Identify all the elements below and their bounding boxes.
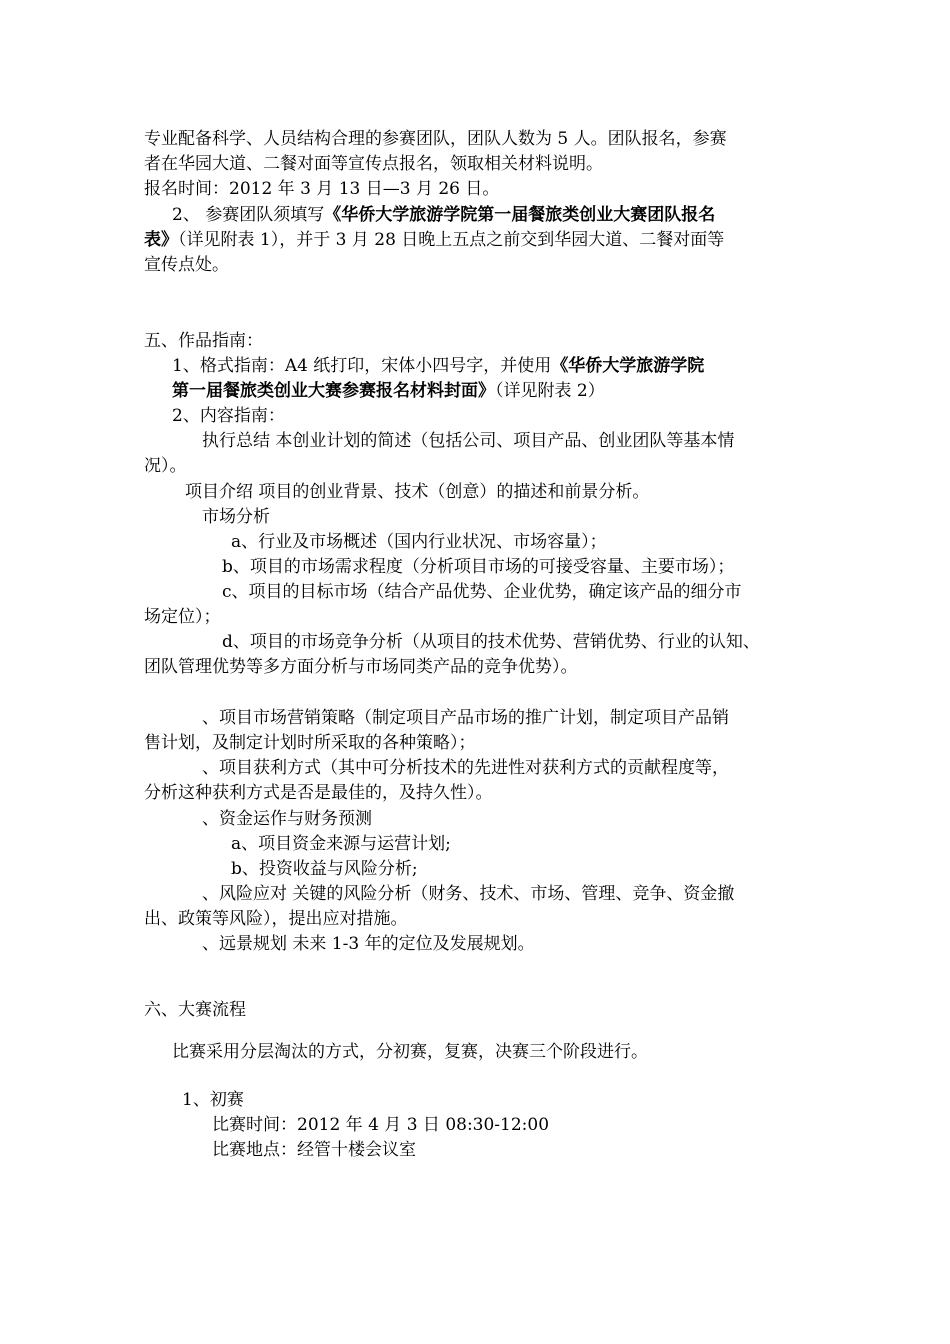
market-item-d-line-2: 团队管理优势等多方面分析与市场同类产品的竞争优势）。 xyxy=(144,657,578,677)
preliminary-round-time: 比赛时间：2012 年 4 月 3 日 08:30-12:00 xyxy=(212,1115,550,1135)
registration-item-2-line-2 xyxy=(144,228,724,253)
market-item-c-line-2: 场定位）； xyxy=(144,607,221,627)
finance-item-a: a、项目资金来源与运营计划; xyxy=(231,834,451,854)
cover-title-part-1: 《华侨大学旅游学院 xyxy=(551,356,705,376)
finance-item-b: b、投资收益与风险分析; xyxy=(231,859,418,879)
format-guide-line-1 xyxy=(172,354,704,379)
cover-title-part-2: 第一届餐旅类创业大赛参赛报名材料封面》 xyxy=(172,381,495,401)
market-analysis-heading: 市场分析 xyxy=(202,507,270,527)
format-guide-rest: （详见附表 2） xyxy=(495,381,605,401)
executive-summary-line-1: 执行总结 本创业计划的简述（包括公司、项目产品、创业团队等基本情 xyxy=(202,431,735,451)
vision-plan: 、远景规划 未来 1-3 年的定位及发展规划。 xyxy=(202,934,535,954)
profit-model-line-2: 分析这种获利方式是否是最佳的，及持久性）。 xyxy=(144,783,493,803)
registration-form-title-part-1: 《华侨大学旅游学院第一届餐旅类创业大赛团队报名 xyxy=(324,205,716,225)
preliminary-round-location: 比赛地点：经管十楼会议室 xyxy=(212,1140,416,1160)
finance-heading: 、资金运作与财务预测 xyxy=(202,809,372,829)
executive-summary-line-2: 况）。 xyxy=(144,456,187,476)
registration-item-2-prefix: 2、 参赛团队须填写 xyxy=(172,205,325,225)
market-item-b: b、项目的市场需求程度（分析项目市场的可接受容量、主要市场）； xyxy=(222,557,735,577)
registration-form-title-part-2: 表》 xyxy=(144,230,178,250)
marketing-strategy-line-1: 、项目市场营销策略（制定项目产品市场的推广计划，制定项目产品销 xyxy=(202,708,729,728)
risk-response-line-1: 、风险应对 关键的风险分析（财务、技术、市场、管理、竞争、资金撤 xyxy=(202,884,735,904)
registration-time: 报名时间：2012 年 3 月 13 日—3 月 26 日。 xyxy=(144,179,500,199)
registration-item-2-rest: （详见附表 1），并于 3 月 28 日晚上五点之前交到华园大道、二餐对面等 xyxy=(178,230,725,250)
profit-model-line-1: 、项目获利方式（其中可分析技术的先进性对获利方式的贡献程度等， xyxy=(202,758,729,778)
section-6-heading: 六、大赛流程 xyxy=(144,1000,246,1020)
risk-response-line-2: 出、政策等风险），提出应对措施。 xyxy=(144,909,408,929)
section-5-heading: 五、作品指南： xyxy=(144,331,263,351)
market-item-a: a、行业及市场概述（国内行业状况、市场容量）； xyxy=(231,532,607,552)
registration-paragraph-line-2: 者在华园大道、二餐对面等宣传点报名，领取相关材料说明。 xyxy=(144,154,603,174)
market-item-d-line-1: d、项目的市场竞争分析（从项目的技术优势、营销优势、行业的认知、 xyxy=(222,632,760,652)
preliminary-round-heading: 1、初赛 xyxy=(182,1090,244,1110)
project-introduction: 项目介绍 项目的创业背景、技术（创意）的描述和前景分析。 xyxy=(185,482,650,502)
registration-item-2-line-1 xyxy=(172,203,715,228)
content-guide-heading: 2、内容指南： xyxy=(172,406,285,426)
format-guide-line-2 xyxy=(172,379,605,404)
format-guide-prefix: 1、格式指南：A4 纸打印，宋体小四号字，并使用 xyxy=(172,356,552,376)
market-item-c-line-1: c、项目的目标市场（结合产品优势、企业优势，确定该产品的细分市 xyxy=(222,582,742,602)
marketing-strategy-line-2: 售计划，及制定计划时所采取的各种策略）； xyxy=(144,733,476,753)
registration-paragraph-line-1: 专业配备科学、人员结构合理的参赛团队，团队人数为 5 人。团队报名，参赛 xyxy=(144,129,727,149)
competition-process-intro: 比赛采用分层淘汰的方式，分初赛，复赛，决赛三个阶段进行。 xyxy=(172,1042,648,1062)
registration-item-2-line-3: 宣传点处。 xyxy=(144,255,229,275)
